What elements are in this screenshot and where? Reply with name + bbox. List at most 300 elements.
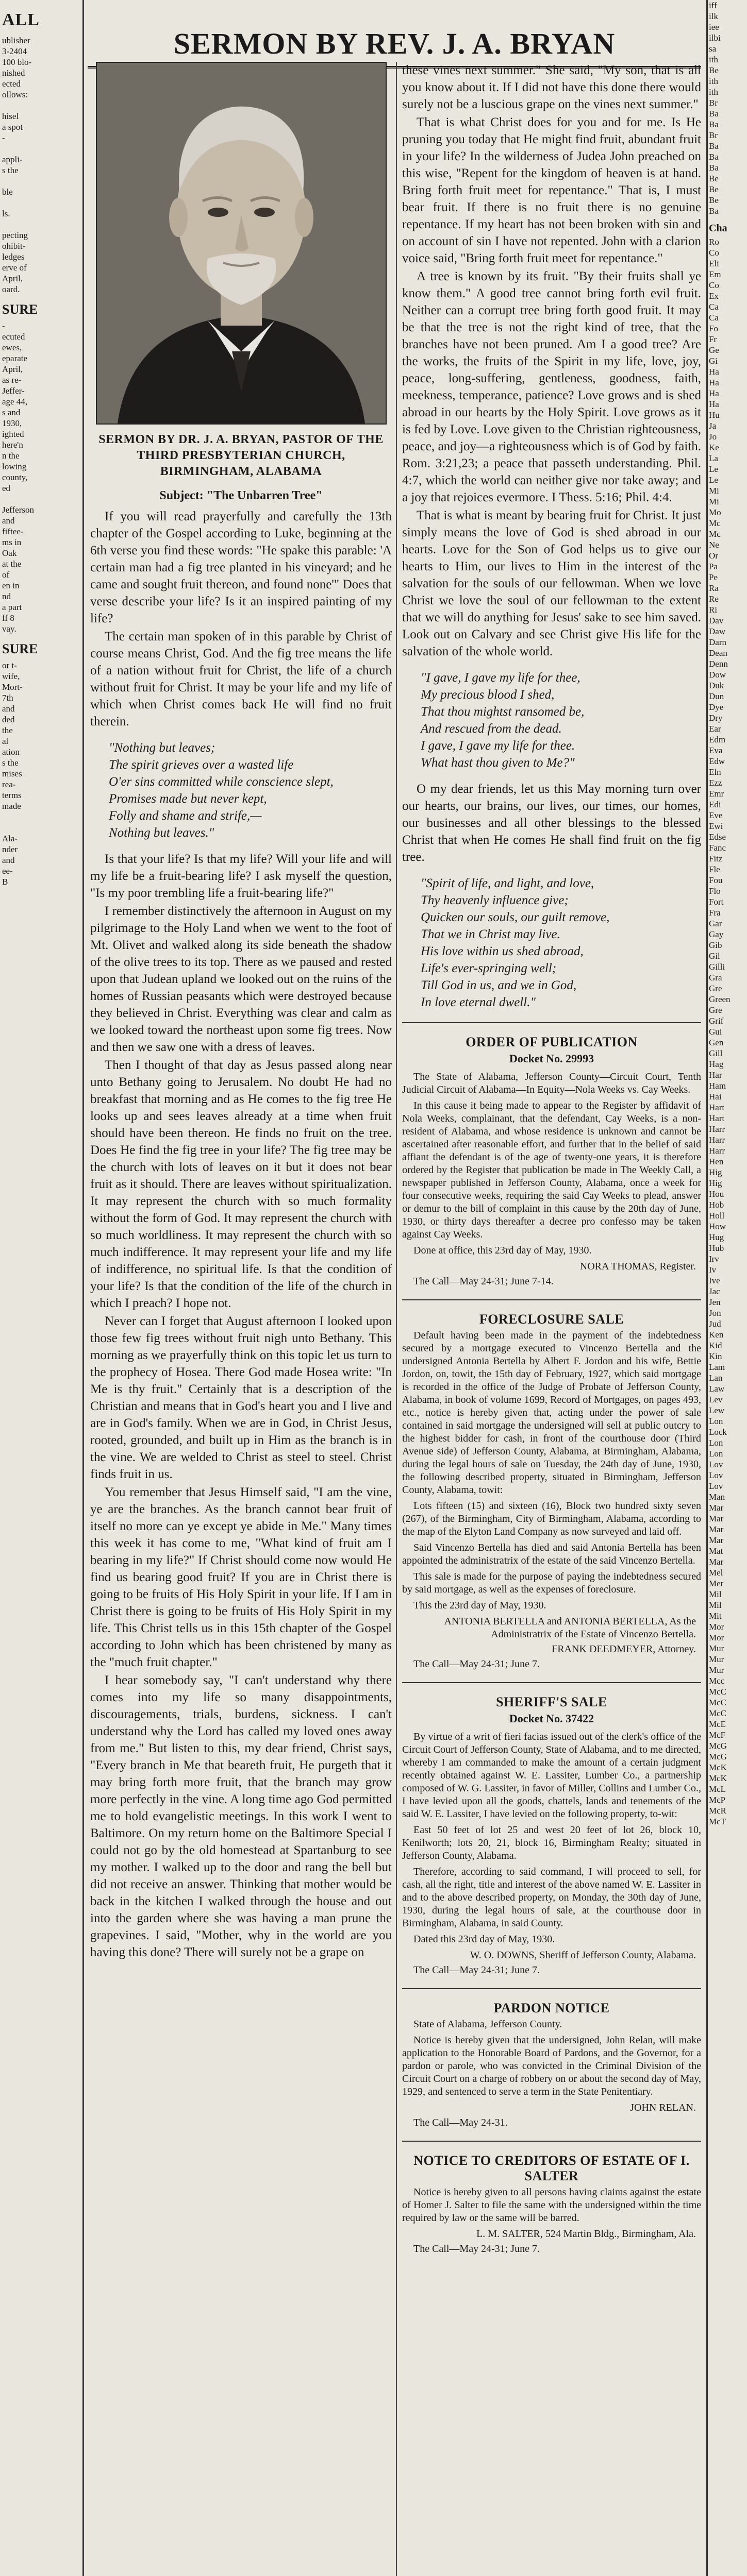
right-column-fragments-12 bbox=[708, 1492, 747, 1827]
column-fragment-line: McC bbox=[709, 1708, 726, 1718]
photo-caption: SERMON BY DR. J. A. BRYAN, PASTOR OF THE THIRD PRESBYTERIAN CHURCH, BIRMINGHAM, ALABAMA bbox=[98, 433, 384, 478]
column-fragment-line: fiftee- bbox=[2, 527, 24, 536]
column-fragment-line: Mel bbox=[709, 1568, 723, 1578]
column-fragment-line: appli- bbox=[2, 155, 23, 164]
column-fragment-line: Ewi bbox=[709, 821, 723, 831]
column-fragment-line: Co bbox=[709, 280, 719, 290]
column-fragment-line: Hen bbox=[709, 1157, 724, 1166]
column-fragment-line: Hug bbox=[709, 1232, 724, 1242]
column-fragment-line: Emr bbox=[709, 789, 724, 799]
column-fragment-line: Ken bbox=[709, 1330, 724, 1340]
column-fragment-line: Mur bbox=[709, 1643, 724, 1653]
column-fragment-line: Flo bbox=[709, 886, 721, 896]
column-fragment-line: Fitz bbox=[709, 854, 723, 863]
notice-signature: L. M. SALTER, 524 Martin Bldg., Birmingham, Ala. bbox=[476, 2228, 696, 2240]
column-fragment-line bbox=[2, 822, 80, 833]
column-fragment-line bbox=[2, 219, 80, 230]
column-fragment-line: Gar bbox=[709, 919, 722, 928]
column-fragment-line: Gre bbox=[709, 1005, 722, 1015]
column-fragment-line: nder bbox=[2, 844, 18, 854]
column-fragment-line: mises bbox=[2, 769, 22, 778]
section-rule bbox=[402, 2141, 701, 2142]
column-fragment-line: McL bbox=[709, 1784, 726, 1794]
column-fragment-line: Fle bbox=[709, 865, 720, 874]
left-column-fragments-2 bbox=[0, 320, 82, 634]
sermon-paragraph: these vines next summer." She said, "My son, that is all you know about it. If I did not have this done there would surely not be a luscious grape on the vines next summer." bbox=[402, 63, 701, 111]
column-fragment-line: - bbox=[2, 321, 5, 331]
column-fragment-line: Eln bbox=[709, 767, 721, 777]
column-fragment-line: Gib bbox=[709, 940, 722, 950]
notice-signature: JOHN RELAN. bbox=[630, 2102, 696, 2113]
notice-publication: The Call—May 24-31; June 7. bbox=[413, 2243, 540, 2255]
column-fragment-line: ded bbox=[2, 715, 15, 724]
column-fragment-line: Jon bbox=[709, 1308, 721, 1318]
column-fragment-line: Jud bbox=[709, 1319, 721, 1329]
column-fragment-line: sa bbox=[709, 44, 717, 54]
notice-publication: The Call—May 24-31; June 7-14. bbox=[413, 1276, 554, 1287]
column-fragment-line: 1930, bbox=[2, 418, 22, 428]
column-fragment-line: Mc bbox=[709, 529, 721, 539]
column-fragment-line: Fra bbox=[709, 908, 721, 918]
notice-paragraph: Notice is hereby given that the undersigned, John Relan, will make application to the Honorable Board of Pardons, and the Governor, for a pardon or parole, who was convicted in the Criminal Division of the Circuit Court on a charge of robbery on or about the second day of May, 1929, and sentenced to serve a term in the State Penitentiary. bbox=[402, 2035, 701, 2097]
sermon-paragraph: Never can I forget that August afternoon I looked upon those few fig trees without fruit nigh unto Bethany. This morning as we prayerfully think on this topic let us turn to the prophecy of Hosea. There God made Hosea write: "In Me is thy fruit." Certainly that is a description of the Christian and means that in God's heart you and I live and are in God's family. When we are in God, in Christ Jesus, rooted, grounded, and built up in Him as the branch is in the vine. We are welded to Christ as steel to steel. Christ finds fruit in us. bbox=[90, 1314, 392, 1481]
column-fragment-line: Lam bbox=[709, 1362, 725, 1372]
left-column-heading: ALL bbox=[2, 10, 40, 29]
column-fragment-line: n the bbox=[2, 451, 20, 461]
column-fragment-line: Mc bbox=[709, 518, 721, 528]
notice-paragraph: By virtue of a writ of fieri facias issued out of the clerk's office of the Circuit Court of Jefferson County, State of Alabama, and to me directed, whereby I am commanded to make the amount of a certain judgment recently obtained against W. E. Lassiter, Lumber Co., a partnership composed of W. G. Lassiter, in favor of Miller, Collins and Lumber Co., I have levied upon all the goods, chattels, lands and tenements of the said W. E. Lassiter, I have levied on the following property, to-wit: bbox=[402, 1731, 701, 1820]
column-fragment-line: Jac bbox=[709, 1286, 720, 1296]
right-column-fragments-3 bbox=[708, 615, 747, 723]
column-fragment-line: ecuted bbox=[2, 332, 25, 342]
column-fragment-line: - bbox=[2, 133, 5, 143]
right-column-fragments-10 bbox=[708, 1329, 747, 1362]
column-fragment-line: Hub bbox=[709, 1243, 724, 1253]
notice-paragraph: Done at office, this 23rd day of May, 1930. bbox=[413, 1245, 592, 1256]
column-fragment-line: Ezz bbox=[709, 778, 722, 788]
column-fragment-line: 100 blo- bbox=[2, 57, 32, 67]
sermon-paragraph: Is that your life? Is that my life? Will your life and will my life be a fruit-bearing life? I ask myself the question, "Is my poor trembling life a fruit-bearing life?" bbox=[90, 852, 392, 900]
poem-spirit-of-life bbox=[421, 875, 701, 1011]
column-fragment-line: the bbox=[2, 725, 13, 735]
column-fragment-line: Lew bbox=[709, 1405, 725, 1415]
column-fragment-line: ation bbox=[2, 747, 20, 757]
column-fragment-line: McT bbox=[709, 1817, 726, 1826]
column-fragment-line: ed bbox=[2, 483, 11, 493]
notice-paragraph: Said Vincenzo Bertella has died and said Antonia Bertella has been appointed the administratrix of the estate of the said Vincenzo Bertella. bbox=[402, 1542, 701, 1566]
column-fragment-line: as re- bbox=[2, 375, 22, 385]
column-fragment-line: Pa bbox=[709, 562, 718, 571]
column-fragment-line: Harr bbox=[709, 1124, 725, 1134]
column-fragment-line: Mer bbox=[709, 1579, 724, 1588]
column-fragment-line: ee- bbox=[2, 866, 13, 876]
notice-paragraph: This sale is made for the purpose of paying the indebtedness secured by said mortgage, as well as the expenses of foreclosure. bbox=[402, 1571, 701, 1595]
column-fragment-line: How bbox=[709, 1222, 726, 1231]
column-fragment-line: ewes, bbox=[2, 343, 22, 352]
notice-paragraph: Notice is hereby given to all persons having claims against the estate of Homer J. Salter to file the same with the undersigned within the time required by law or the same will be barred. bbox=[402, 2187, 701, 2224]
column-fragment-line: Em bbox=[709, 269, 721, 279]
sermon-column-left bbox=[90, 62, 392, 2576]
poem-line: Quicken our souls, our guilt remove, bbox=[421, 910, 610, 924]
column-fragment-line: Ba bbox=[709, 206, 719, 216]
sermon-paragraph: That is what Christ does for you and for me. Is He pruning you today that He might find fruit, abundant fruit in your life? In the wilderness of Judea John preached on this wise, "Repent for the kingdom of heaven is at hand. Bring forth fruit meet for repentance." That is, I must bear fruit. If there is no fruit there is no genuine repentance. If my heart has not been broken with sin and on account of sin I have not repented. John with a clarion voice said, "Bring forth fruit meet for repentance." bbox=[402, 115, 701, 265]
column-fragment-line: Duk bbox=[709, 681, 724, 690]
right-column-fragments-8 bbox=[708, 1253, 747, 1286]
column-fragment-line: eparate bbox=[2, 353, 28, 363]
column-fragment-line: Gay bbox=[709, 929, 724, 939]
column-fragment-line: Mil bbox=[709, 1600, 722, 1610]
sermon-paragraph: O my dear friends, let us this May morning turn over our hearts, our brains, our lives, our times, our homes, our businesses and all other blessings to the blessed Christ that when He comes He shall find fruit on the fig tree. bbox=[402, 782, 701, 864]
poem-i-gave-my-life bbox=[421, 669, 701, 771]
column-fragment-line: Ala- bbox=[2, 834, 18, 843]
sermon-paragraph: Then I thought of that day as Jesus passed along near unto Bethany going to Jerusalem. No doubt He had no breakfast that morning and as He comes to the fig tree He looks up and sees leaves already at a time when fruit should have been thereon. He finds no fruit on the tree. Does He find the fig tree in your life? The fig tree may be the church with lots of leaves on it but it does not bear fruit as it should. There are leaves without spiritualization. It may represent the church with so much formality without the form of God. It may represent the church with so much worldliness. It may represent the church with so much indifference. It may represent your life and my life of indifference, no spiritual life. Is that the condition of your life? Is that the condition of the life of the church in which I preach? I hope not. bbox=[90, 1058, 392, 1310]
column-fragment-line: Gre bbox=[709, 984, 722, 993]
column-fragment-line: Dav bbox=[709, 616, 724, 625]
column-fragment-line: age 44, bbox=[2, 397, 28, 406]
poem-line: Thy heavenly influence give; bbox=[421, 893, 569, 907]
column-fragment-line: Ja bbox=[709, 421, 717, 431]
left-adjacent-column bbox=[0, 0, 84, 2576]
column-fragment-line: Mar bbox=[709, 1524, 724, 1534]
column-fragment-line: Jo bbox=[709, 432, 717, 442]
column-fragment-line: ledges bbox=[2, 252, 25, 262]
column-fragment-line bbox=[2, 811, 80, 822]
column-fragment-line: and bbox=[2, 516, 15, 526]
column-fragment-line: Ha bbox=[709, 388, 719, 398]
column-fragment-line: Ha bbox=[709, 367, 719, 377]
poem-line: Life's ever-springing well; bbox=[421, 961, 557, 975]
column-fragment-line: Ba bbox=[709, 120, 719, 129]
left-column-subheading: SURE bbox=[2, 302, 38, 317]
column-fragment-line: Mar bbox=[709, 1557, 724, 1567]
column-fragment-line: Mcc bbox=[709, 1676, 725, 1686]
column-fragment-line: 7th bbox=[2, 693, 13, 703]
column-fragment-line: Ne bbox=[709, 540, 719, 550]
notice-title: NOTICE TO CREDITORS OF ESTATE OF I. SALTER bbox=[413, 2153, 690, 2183]
notice-publication: The Call—May 24-31. bbox=[413, 2117, 508, 2128]
column-fragment-line: McR bbox=[709, 1806, 726, 1816]
column-fragment-line: and bbox=[2, 704, 15, 714]
column-fragment-line: ith bbox=[709, 76, 718, 86]
poem-line: Nothing but leaves." bbox=[109, 826, 214, 840]
column-fragment-line: Edw bbox=[709, 756, 725, 766]
column-fragment-line: Mur bbox=[709, 1654, 724, 1664]
poem-nothing-but-leaves bbox=[109, 739, 392, 841]
column-fragment-line: Eva bbox=[709, 745, 723, 755]
section-rule bbox=[402, 1022, 701, 1023]
column-fragment-line: Gi bbox=[709, 356, 718, 366]
column-fragment-line bbox=[2, 100, 80, 111]
column-fragment-line: terms bbox=[2, 790, 22, 800]
column-fragment-line: Ex bbox=[709, 291, 719, 301]
column-fragment-line: McK bbox=[709, 1773, 727, 1783]
column-fragment-line: lowing bbox=[2, 462, 27, 471]
column-fragment-line: ohibit- bbox=[2, 241, 26, 251]
poem-line: Promises made but never kept, bbox=[109, 792, 267, 806]
section-rule bbox=[402, 1988, 701, 1989]
column-fragment-line: ms in bbox=[2, 537, 22, 547]
column-fragment-line: Be bbox=[709, 195, 719, 205]
column-fragment-line: Hig bbox=[709, 1167, 722, 1177]
legal-notice bbox=[402, 2153, 701, 2256]
column-fragment-line: Gui bbox=[709, 1027, 722, 1037]
poem-line: What hast thou given to Me?" bbox=[421, 756, 575, 770]
column-fragment-line: county, bbox=[2, 472, 28, 482]
column-fragment-line: Gil bbox=[709, 951, 720, 961]
column-fragment-line: oard. bbox=[2, 284, 20, 294]
column-fragment-line: Ca bbox=[709, 302, 719, 312]
column-fragment-line: Lon bbox=[709, 1449, 723, 1459]
column-fragment-line: Lov bbox=[709, 1460, 723, 1469]
right-column-fragments-6 bbox=[708, 918, 747, 1059]
column-fragment-line: Hai bbox=[709, 1092, 722, 1101]
column-fragment-line: and bbox=[2, 855, 15, 865]
column-fragment-line: Be bbox=[709, 174, 719, 183]
column-fragment-line: ble bbox=[2, 187, 13, 197]
notice-signature: W. O. DOWNS, Sheriff of Jefferson County, Alabama. bbox=[470, 1950, 696, 1961]
column-fragment-line: Mor bbox=[709, 1622, 724, 1632]
column-fragment-line: hisel bbox=[2, 111, 19, 121]
column-fragment-line: ublisher bbox=[2, 36, 30, 45]
column-fragment-line: Gen bbox=[709, 1038, 724, 1047]
column-divider bbox=[396, 62, 397, 2576]
column-fragment-line: ilbi bbox=[709, 33, 721, 43]
column-fragment-line: Hou bbox=[709, 1189, 724, 1199]
column-fragment-line: McK bbox=[709, 1762, 727, 1772]
column-fragment-line: Le bbox=[709, 464, 718, 474]
column-fragment-line: McE bbox=[709, 1719, 726, 1729]
column-fragment-line: Fanc bbox=[709, 843, 726, 853]
section-rule bbox=[402, 1682, 701, 1683]
column-fragment-line: Denn bbox=[709, 659, 728, 669]
column-fragment-line: Ro bbox=[709, 237, 719, 247]
column-fragment-line: Lock bbox=[709, 1427, 727, 1437]
column-fragment-line: Ra bbox=[709, 583, 719, 593]
column-fragment-line: Kid bbox=[709, 1341, 722, 1350]
column-fragment-line: Dun bbox=[709, 691, 724, 701]
poem-line: That we in Christ may live. bbox=[421, 927, 560, 941]
sermon-paragraph: A tree is known by its fruit. "By their fruits shall ye know them." A good tree cannot bring forth evil fruit. Neither can a corrupt tree bring forth good fruit. It may be that the tree is not the right kind of tree, that the branches have not been pruned. Am I a good tree? Are the works, the fruits of the Spirit in my life, love, joy, peace, long-suffering, gentleness, goodness, faith, meekness, temperance, patience? Love grows and is shed abroad in our hearts by the Holy Spirit. Love grows as it is fed by Love. Love given to the Christian righteousness, peace, and joy—a righteousness which is of God by faith. Rom. 3:21,23; a peace that passeth understanding. Phil. 4:7, which the world can neither give nor take away; and a joy that rejoices evermore. I Thess. 5:16; Phil. 4:4. bbox=[402, 269, 701, 504]
column-fragment-line: or t- bbox=[2, 660, 17, 670]
column-fragment-line: nished bbox=[2, 68, 25, 78]
left-column-fragments-3 bbox=[0, 660, 82, 887]
page-headline: SERMON BY REV. J. A. BRYAN bbox=[88, 26, 701, 69]
column-fragment-line: Eve bbox=[709, 810, 723, 820]
column-fragment-line: Gilli bbox=[709, 962, 725, 972]
column-fragment-line: s the bbox=[2, 758, 19, 768]
right-column-fragments-2 bbox=[708, 236, 747, 615]
column-fragment-line: Jefferson bbox=[2, 505, 34, 515]
column-fragment-line: Ham bbox=[709, 1081, 726, 1091]
column-fragment-line: nd bbox=[2, 591, 11, 601]
column-fragment-line: Eli bbox=[709, 259, 719, 268]
right-adjacent-column bbox=[706, 0, 747, 2576]
right-column-fragments-5 bbox=[708, 832, 747, 918]
column-fragment-line: McG bbox=[709, 1752, 727, 1761]
column-fragment-line: Lan bbox=[709, 1373, 723, 1383]
column-fragment-line: Lon bbox=[709, 1438, 723, 1448]
column-fragment-line: iff bbox=[709, 1, 717, 10]
column-fragment-line: rea- bbox=[2, 779, 16, 789]
column-fragment-line: Or bbox=[709, 551, 718, 561]
column-fragment-line: Mat bbox=[709, 1546, 723, 1556]
column-fragment-line: ilk bbox=[709, 11, 718, 21]
notice-paragraph: Dated this 23rd day of May, 1930. bbox=[413, 1934, 555, 1945]
column-fragment-line: Edse bbox=[709, 832, 726, 842]
notice-attorney: FRANK DEEDMEYER, Attorney. bbox=[552, 1643, 696, 1655]
column-fragment-line: vay. bbox=[2, 624, 16, 634]
notice-signature: NORA THOMAS, Register. bbox=[579, 1261, 696, 1272]
notice-publication: The Call—May 24-31; June 7. bbox=[413, 1658, 540, 1670]
poem-line: I gave, I gave my life for thee. bbox=[421, 739, 575, 753]
notice-signature: ANTONIA BERTELLA and ANTONIA BERTELLA, As the Administratrix of the Estate of Vincenzo Bertella. bbox=[444, 1616, 696, 1640]
column-fragment-line: Lov bbox=[709, 1481, 723, 1491]
notice-docket: Docket No. 37422 bbox=[509, 1712, 594, 1725]
column-fragment-line: Iv bbox=[709, 1265, 717, 1275]
column-fragment-line: Lev bbox=[709, 1395, 723, 1404]
legal-notice bbox=[402, 1035, 701, 1288]
sermon-paragraph: I remember distinctively the afternoon in August on my pilgrimage to the Holy Land when we went to the foot of Mt. Olivet and walked along its side beneath the shadow of the olive trees to its top. There as we paused and rested upon that Judean upland we looked out on the ruins of the homes of Russian peasants which were destroyed because they believed in Christ. Everything was clear and calm as we looked toward the northeast upon some fig trees. Now and then we saw one with a dress of leaves. bbox=[90, 904, 392, 1054]
column-fragment-line: a spot bbox=[2, 122, 23, 132]
column-fragment-line: Ge bbox=[709, 345, 719, 355]
column-fragment-line: Mor bbox=[709, 1633, 724, 1642]
left-column-fragments bbox=[0, 35, 82, 295]
right-column-fragments-9 bbox=[708, 1286, 747, 1329]
poem-line: "Nothing but leaves; bbox=[109, 741, 215, 755]
column-fragment-line: McC bbox=[709, 1698, 726, 1707]
column-fragment-line: B bbox=[2, 877, 8, 887]
column-fragment-line: Kin bbox=[709, 1351, 722, 1361]
column-fragment-line: Harr bbox=[709, 1146, 725, 1156]
column-fragment-line: Ba bbox=[709, 141, 719, 151]
column-fragment-line: Hob bbox=[709, 1200, 724, 1210]
notice-paragraph: This the 23rd day of May, 1930. bbox=[413, 1600, 546, 1611]
column-fragment-line: en in bbox=[2, 581, 20, 590]
column-fragment-line: Mo bbox=[709, 507, 721, 517]
column-fragment-line: Lov bbox=[709, 1470, 723, 1480]
column-fragment-line: made bbox=[2, 801, 21, 811]
column-fragment-line: Mi bbox=[709, 486, 719, 496]
column-fragment-line: La bbox=[709, 453, 718, 463]
column-fragment-line: ighted bbox=[2, 429, 24, 439]
right-column-fragments-11 bbox=[708, 1362, 747, 1492]
column-fragment-line: Fr bbox=[709, 334, 717, 344]
column-fragment-line: ff 8 bbox=[2, 613, 14, 623]
column-fragment-line: McP bbox=[709, 1795, 726, 1805]
column-fragment-line: wife, bbox=[2, 671, 20, 681]
left-column-subheading-2: SURE bbox=[2, 641, 38, 656]
column-fragment-line: Ive bbox=[709, 1276, 720, 1285]
poem-line: Till God in us, and we in God, bbox=[421, 978, 577, 992]
column-fragment-line: McC bbox=[709, 1687, 726, 1697]
poem-line: In love eternal dwell." bbox=[421, 995, 536, 1009]
column-fragment-line: Hig bbox=[709, 1178, 722, 1188]
notice-title: PARDON NOTICE bbox=[493, 2001, 610, 2015]
column-fragment-line: Man bbox=[709, 1492, 725, 1502]
column-fragment-line: of bbox=[2, 570, 10, 580]
column-fragment-line: ith bbox=[709, 87, 718, 97]
poem-line: "I gave, I gave my life for thee, bbox=[421, 671, 580, 685]
sermon-paragraph: I hear somebody say, "I can't understand why there comes into my life so many disappointments, discouragements, trials, burdens, sickness. I can't understand why the Lord has called my loved ones away from me." But listen to this, my dear friend, Christ says, "Every branch in Me that beareth fruit, He purgeth that it may bring forth more fruit, that the branch may grow more perfectly in the vine. A long time ago God permitted me to hold evangelistic meetings. In this work I went to Baltimore. On my return home on the Baltimore Special I could not go by the old homestead at Spartanburg to see my mother. I walked up to the door and rang the bell but did not receive an answer. Thinking that mother would be back in the kitchen I walked through the house and out into the garden where she was having a man prune the grapevines. I said, "Mother, why in the world are you having this done? There will surely not be a grape on bbox=[90, 1673, 392, 1959]
portrait-photo bbox=[96, 62, 387, 425]
column-fragment-line bbox=[2, 494, 80, 504]
column-fragment-line: Harr bbox=[709, 1135, 725, 1145]
sermon-paragraph: You remember that Jesus Himself said, "I am the vine, ye are the branches. As the branch cannot bear fruit of itself no more can ye except ye abide in Me." Many times this week it has come to me, "What kind of fruit am I bearing in my life?" If Christ should come now would He find us bearing good fruit? If you are in Christ there is going to be fruits of His Holy Spirit in your life. If I am in Christ there is going to be fruits of His Holy Spirit in my life. This Christ tells us in this 15th chapter of the Gospel according to John which has been christened by many as the "much fruit chapter." bbox=[90, 1485, 392, 1669]
column-fragment-line: McF bbox=[709, 1730, 726, 1740]
column-fragment-line: Lon bbox=[709, 1416, 723, 1426]
column-fragment-line: Jen bbox=[709, 1297, 721, 1307]
column-fragment-line: pecting bbox=[2, 230, 28, 240]
notice-title: FORECLOSURE SALE bbox=[479, 1312, 624, 1327]
column-fragment-line: Darn bbox=[709, 637, 726, 647]
column-fragment-line: iee bbox=[709, 22, 719, 32]
column-fragment-line: Holl bbox=[709, 1211, 725, 1221]
sermon-paragraph: If you will read prayerfully and carefully the 13th chapter of the Gospel according to Luke, beginning at the 6th verse you find these words: "He spake this parable: 'A certain man had a fig tree planted in his vineyard; and he came and sought fruit thereon, and found none'" Does that verse describe your life? Is it an inspired painting of my life? bbox=[90, 510, 392, 625]
column-fragment-line: April, bbox=[2, 364, 23, 374]
poem-line: That thou mightst ransomed be, bbox=[421, 705, 585, 719]
column-fragment-line: Dye bbox=[709, 702, 724, 712]
column-fragment-line: Ba bbox=[709, 152, 719, 162]
right-column-heading: Cha bbox=[709, 223, 727, 234]
column-fragment-line: ls. bbox=[2, 209, 10, 218]
right-column-fragments bbox=[708, 0, 747, 216]
sermon-subject: Subject: "The Unbarren Tree" bbox=[159, 489, 323, 502]
column-fragment-line: Gra bbox=[709, 973, 722, 982]
column-fragment-line: Jeffer- bbox=[2, 386, 25, 396]
poem-line: O'er sins committed while conscience slept, bbox=[109, 775, 334, 789]
column-fragment-line: Oak bbox=[2, 548, 17, 558]
column-fragment-line: s the bbox=[2, 165, 19, 175]
column-fragment-line: Ha bbox=[709, 399, 719, 409]
column-fragment-line: Ear bbox=[709, 724, 721, 734]
column-fragment-line: McG bbox=[709, 1741, 727, 1751]
column-fragment-line: Dry bbox=[709, 713, 723, 723]
column-fragment-line: Dow bbox=[709, 670, 726, 680]
notice-paragraph: Lots fifteen (15) and sixteen (16), Block two hundred sixty seven (267), of the Birmingham, City of Birmingham, Alabama, according to the map of the Elyton Land Company as now surveyed and laid off. bbox=[402, 1500, 701, 1537]
column-fragment-line: Ke bbox=[709, 443, 719, 452]
column-fragment-line: Br bbox=[709, 98, 718, 108]
notice-paragraph: The State of Alabama, Jefferson County—Circuit Court, Tenth Judicial Circuit of Alabama—In Equity—Nola Weeks vs. Cay Weeks. bbox=[402, 1071, 701, 1095]
notice-title: ORDER OF PUBLICATION bbox=[466, 1035, 638, 1049]
notice-paragraph: State of Alabama, Jefferson County. bbox=[413, 2019, 562, 2030]
column-fragment-line: ollows: bbox=[2, 90, 28, 99]
column-fragment-line: ith bbox=[709, 55, 718, 64]
column-fragment-line: a part bbox=[2, 602, 22, 612]
column-fragment-line: Mi bbox=[709, 497, 719, 506]
column-fragment-line: Edm bbox=[709, 735, 726, 744]
column-fragment-line: Green bbox=[709, 994, 731, 1004]
sermon-column-right bbox=[402, 62, 701, 2576]
column-fragment-line: al bbox=[2, 736, 9, 746]
column-fragment-line: Le bbox=[709, 475, 718, 485]
column-fragment-line: Fou bbox=[709, 875, 723, 885]
column-fragment-line bbox=[2, 143, 80, 154]
column-fragment-line: Co bbox=[709, 248, 719, 258]
column-fragment-line: Har bbox=[709, 1070, 722, 1080]
column-fragment-line: Pe bbox=[709, 572, 718, 582]
legal-notice bbox=[402, 2001, 701, 2129]
notice-title: SHERIFF'S SALE bbox=[496, 1694, 607, 1709]
column-fragment-line: Ca bbox=[709, 313, 719, 323]
column-fragment-line: Ha bbox=[709, 378, 719, 387]
column-fragment-line: at the bbox=[2, 559, 22, 569]
column-fragment-line bbox=[2, 176, 80, 187]
column-fragment-line: Gill bbox=[709, 1048, 723, 1058]
column-fragment-line: Mar bbox=[709, 1503, 724, 1513]
column-fragment-line: Fo bbox=[709, 324, 718, 333]
notice-paragraph: East 50 feet of lot 25 and west 20 feet of lot 26, block 10, Kenilworth; lots 20, 21, block 16, Birmingham Realty; situated in Jefferson County, Alabama. bbox=[402, 1824, 701, 1861]
column-fragment-line: Be bbox=[709, 65, 719, 75]
